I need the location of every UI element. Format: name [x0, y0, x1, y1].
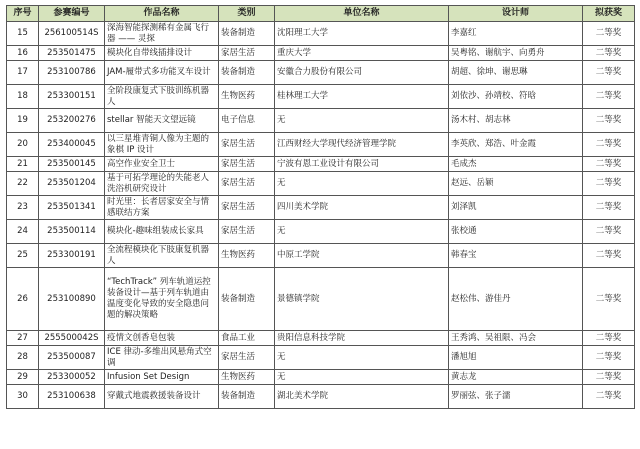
cell-id: 253200276 — [39, 109, 105, 133]
cell-designer: 毛成杰 — [449, 157, 583, 172]
cell-work-name: 全阶段康复式下肢训练机器人 — [105, 85, 219, 109]
cell-id: 253300191 — [39, 244, 105, 268]
cell-id: 253501475 — [39, 46, 105, 61]
cell-no: 18 — [7, 85, 39, 109]
cell-no: 27 — [7, 331, 39, 346]
cell-award: 二等奖 — [583, 109, 635, 133]
cell-category: 装备制造 — [219, 385, 275, 409]
cell-designer: 吴粤铭、谢航宇、向勇舟 — [449, 46, 583, 61]
cell-designer: 刘泽凯 — [449, 196, 583, 220]
cell-id: 253500114 — [39, 220, 105, 244]
table-row — [7, 370, 635, 385]
cell-designer: 韩春宝 — [449, 244, 583, 268]
cell-unit: 无 — [275, 346, 449, 370]
cell-award: 二等奖 — [583, 331, 635, 346]
table-body — [7, 22, 635, 409]
table-row — [7, 244, 635, 268]
table-row — [7, 133, 635, 157]
table-row — [7, 22, 635, 46]
cell-work-name: JAM-履带式多功能叉车设计 — [105, 61, 219, 85]
table-row — [7, 268, 635, 331]
cell-id: 256100514S — [39, 22, 105, 46]
cell-award: 二等奖 — [583, 157, 635, 172]
header-unit: 单位名称 — [275, 6, 449, 22]
cell-no: 16 — [7, 46, 39, 61]
cell-unit: 贵阳信息科技学院 — [275, 331, 449, 346]
cell-category: 家居生活 — [219, 133, 275, 157]
cell-no: 25 — [7, 244, 39, 268]
cell-award: 二等奖 — [583, 385, 635, 409]
cell-unit: 无 — [275, 370, 449, 385]
cell-award: 二等奖 — [583, 133, 635, 157]
cell-no: 26 — [7, 268, 39, 331]
cell-unit: 重庆大学 — [275, 46, 449, 61]
cell-unit: 无 — [275, 109, 449, 133]
cell-unit: 宁波有恩工业设计有限公司 — [275, 157, 449, 172]
cell-work-name: 以三星堆青铜人像为主题的象棋 IP 设计 — [105, 133, 219, 157]
cell-unit: 桂林理工大学 — [275, 85, 449, 109]
header-category: 类别 — [219, 6, 275, 22]
cell-designer: 张校通 — [449, 220, 583, 244]
cell-category: 家居生活 — [219, 46, 275, 61]
table-row — [7, 385, 635, 409]
cell-work-name: 深海智能探测稀有金属飞行器 —— 灵探 — [105, 22, 219, 46]
cell-work-name: 时光里：长者居家安全与情感联结方案 — [105, 196, 219, 220]
cell-id: 253300052 — [39, 370, 105, 385]
cell-unit: 江西财经大学现代经济管理学院 — [275, 133, 449, 157]
cell-category: 电子信息 — [219, 109, 275, 133]
table-row — [7, 46, 635, 61]
cell-award: 二等奖 — [583, 172, 635, 196]
cell-category: 家居生活 — [219, 220, 275, 244]
cell-no: 23 — [7, 196, 39, 220]
cell-id: 253100638 — [39, 385, 105, 409]
award-table-container — [6, 5, 635, 409]
cell-award: 二等奖 — [583, 22, 635, 46]
cell-id: 253100890 — [39, 268, 105, 331]
cell-work-name: 模块化-趣味组装成长家具 — [105, 220, 219, 244]
cell-award: 二等奖 — [583, 46, 635, 61]
cell-id: 255500042S — [39, 331, 105, 346]
cell-category: 生物医药 — [219, 85, 275, 109]
cell-designer: 赵远、岳颖 — [449, 172, 583, 196]
header-work-name: 作品名称 — [105, 6, 219, 22]
cell-category: 家居生活 — [219, 172, 275, 196]
cell-id: 253500087 — [39, 346, 105, 370]
cell-no: 30 — [7, 385, 39, 409]
cell-unit: 中原工学院 — [275, 244, 449, 268]
cell-id: 253500145 — [39, 157, 105, 172]
table-row — [7, 331, 635, 346]
cell-work-name: Infusion Set Design — [105, 370, 219, 385]
cell-designer: 赵松伟、游佳丹 — [449, 268, 583, 331]
cell-id: 253501341 — [39, 196, 105, 220]
table-row — [7, 109, 635, 133]
table-row — [7, 157, 635, 172]
cell-unit: 四川美术学院 — [275, 196, 449, 220]
cell-designer: 汤木村、胡志林 — [449, 109, 583, 133]
cell-work-name: ICE 律动-多维出风悬角式空调 — [105, 346, 219, 370]
cell-no: 24 — [7, 220, 39, 244]
cell-designer: 李英欣、郑浩、叶金霞 — [449, 133, 583, 157]
cell-work-name: 全流程模块化下肢康复机器人 — [105, 244, 219, 268]
cell-work-name: 基于可拓学理论的失能老人洗浴机研究设计 — [105, 172, 219, 196]
cell-award: 二等奖 — [583, 196, 635, 220]
cell-category: 家居生活 — [219, 346, 275, 370]
header-no: 序号 — [7, 6, 39, 22]
header-award: 拟获奖 — [583, 6, 635, 22]
cell-id: 253300151 — [39, 85, 105, 109]
cell-id: 253501204 — [39, 172, 105, 196]
cell-unit: 安徽合力股份有限公司 — [275, 61, 449, 85]
cell-id: 253400045 — [39, 133, 105, 157]
cell-category: 食品工业 — [219, 331, 275, 346]
cell-category: 装备制造 — [219, 268, 275, 331]
cell-no: 19 — [7, 109, 39, 133]
table-row — [7, 61, 635, 85]
table-row — [7, 172, 635, 196]
cell-award: 二等奖 — [583, 61, 635, 85]
cell-award: 二等奖 — [583, 370, 635, 385]
cell-unit: 湖北美术学院 — [275, 385, 449, 409]
table-row — [7, 346, 635, 370]
cell-category: 装备制造 — [219, 61, 275, 85]
cell-award: 二等奖 — [583, 268, 635, 331]
cell-no: 28 — [7, 346, 39, 370]
cell-unit: 无 — [275, 172, 449, 196]
cell-designer: 李嘉红 — [449, 22, 583, 46]
cell-category: 生物医药 — [219, 370, 275, 385]
cell-category: 装备制造 — [219, 22, 275, 46]
cell-award: 二等奖 — [583, 85, 635, 109]
cell-category: 家居生活 — [219, 196, 275, 220]
cell-award: 二等奖 — [583, 244, 635, 268]
award-table — [6, 5, 635, 409]
cell-work-name: “TechTrack” 列车轨道运控装备设计—基于列车轨道由温度变化导致的安全隐患问题的解决策略 — [105, 268, 219, 331]
cell-work-name: 高空作业安全卫士 — [105, 157, 219, 172]
cell-designer: 罗丽弦、张子濡 — [449, 385, 583, 409]
cell-work-name: stellar 智能天文望远镜 — [105, 109, 219, 133]
cell-no: 29 — [7, 370, 39, 385]
cell-award: 二等奖 — [583, 220, 635, 244]
cell-designer: 黄志龙 — [449, 370, 583, 385]
cell-category: 生物医药 — [219, 244, 275, 268]
table-row — [7, 85, 635, 109]
header-designer: 设计师 — [449, 6, 583, 22]
table-row — [7, 220, 635, 244]
cell-designer: 王秀鸿、吴祖限、冯会 — [449, 331, 583, 346]
cell-designer: 潘旭旭 — [449, 346, 583, 370]
table-row — [7, 196, 635, 220]
cell-unit: 沈阳理工大学 — [275, 22, 449, 46]
cell-id: 253100786 — [39, 61, 105, 85]
cell-no: 22 — [7, 172, 39, 196]
cell-award: 二等奖 — [583, 346, 635, 370]
header-id: 参赛编号 — [39, 6, 105, 22]
cell-no: 20 — [7, 133, 39, 157]
cell-category: 家居生活 — [219, 157, 275, 172]
cell-no: 15 — [7, 22, 39, 46]
cell-work-name: 疫情文创香皂包装 — [105, 331, 219, 346]
cell-no: 17 — [7, 61, 39, 85]
cell-designer: 胡超、徐坤、谢思琳 — [449, 61, 583, 85]
cell-unit: 景德镇学院 — [275, 268, 449, 331]
header-row — [7, 6, 635, 22]
cell-work-name: 模块化自带线插排设计 — [105, 46, 219, 61]
cell-unit: 无 — [275, 220, 449, 244]
cell-no: 21 — [7, 157, 39, 172]
cell-work-name: 穿戴式地震救援装备设计 — [105, 385, 219, 409]
cell-designer: 刘依沙、孙靖校、符晗 — [449, 85, 583, 109]
